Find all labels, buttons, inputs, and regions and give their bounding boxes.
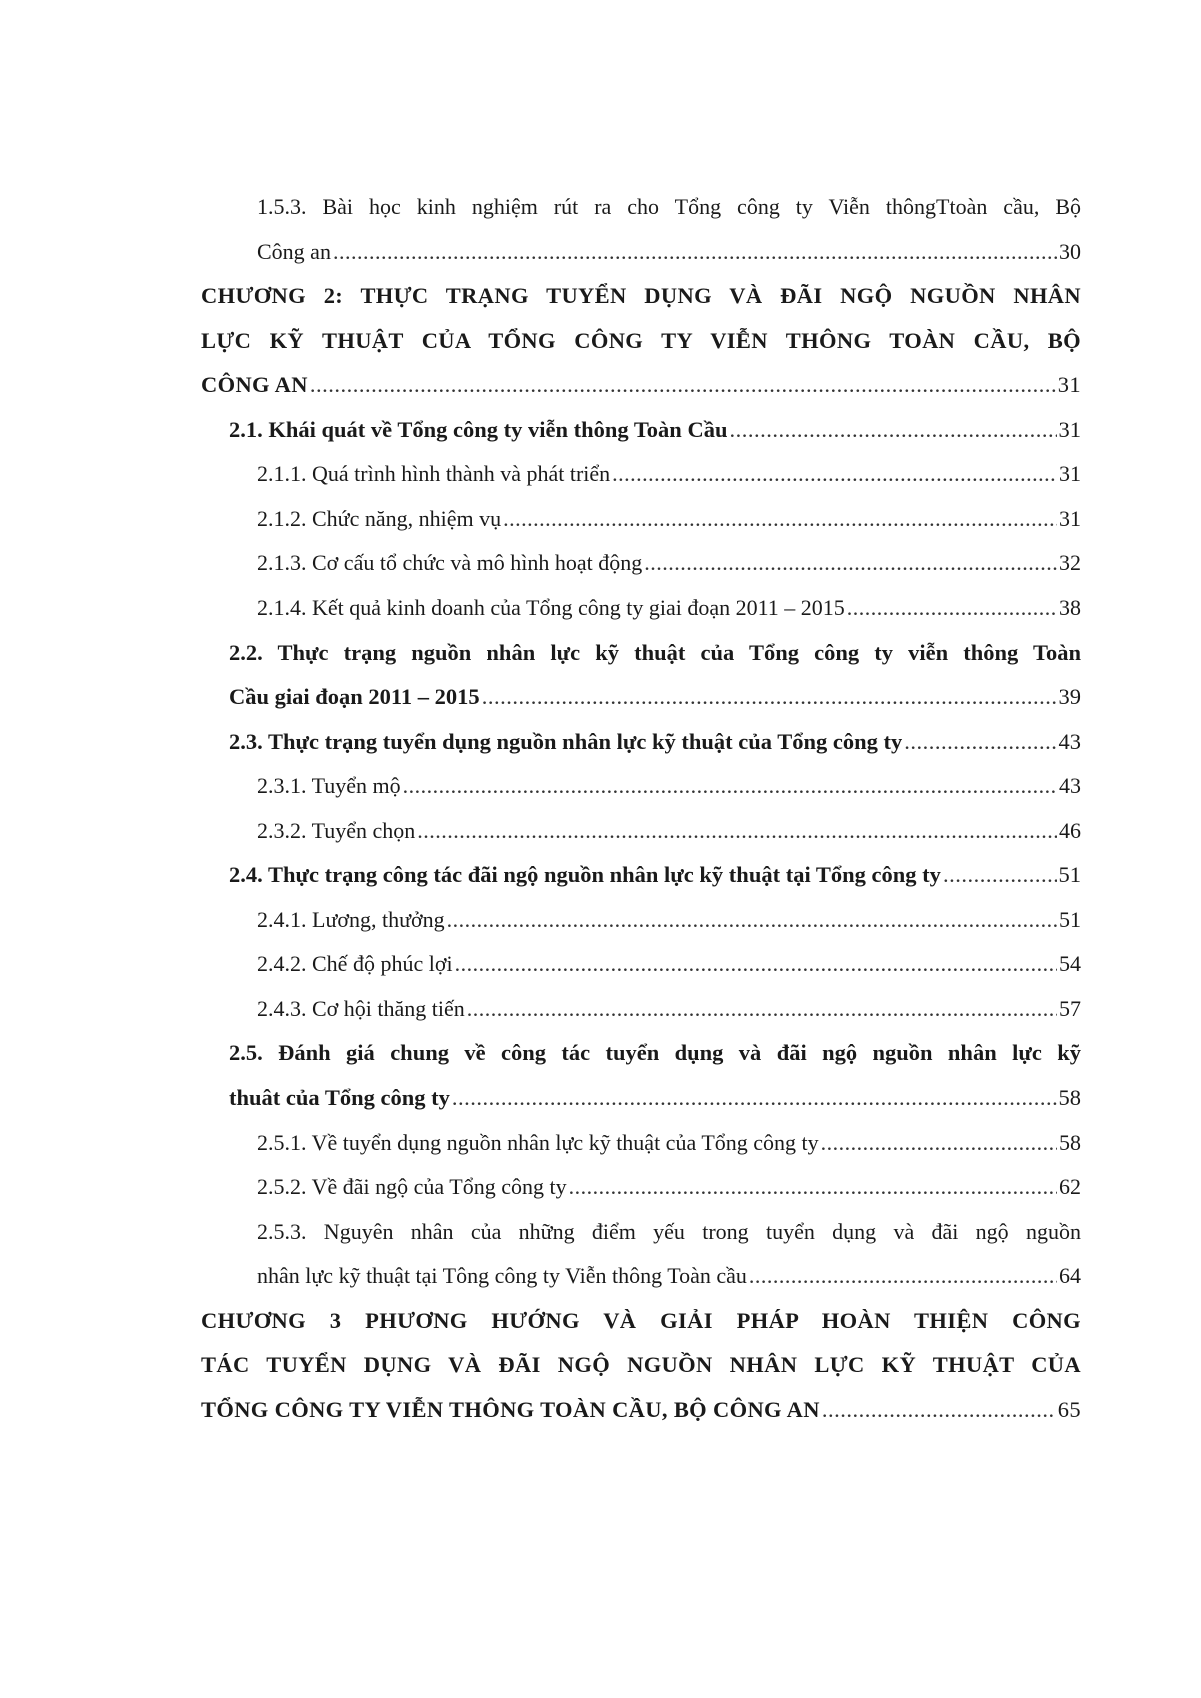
toc-entry-2.3.2[interactable] — [257, 817, 1081, 843]
toc-entry-ch2-line-1: CHƯƠNG 2: THỰC TRẠNG TUYỂN DỤNG VÀ ĐÃI NGỘ NGUỒN NHÂN — [201, 283, 1081, 309]
toc-entry-ch2-line-2: LỰC KỸ THUẬT CỦA TỔNG CÔNG TY VIỄN THÔNG TOÀN CẦU, BỘ — [201, 327, 1081, 353]
dot-leader — [644, 552, 1057, 574]
toc-entry-2.5.1[interactable] — [257, 1129, 1081, 1155]
toc-page-number: 54 — [1059, 951, 1081, 977]
toc-entry-1.5.3-line-1: 1.5.3. Bài học kinh nghiệm rút ra cho Tổng công ty Viễn thôngTtoàn cầu, Bộ — [257, 194, 1081, 219]
toc-page-number: 43 — [1058, 728, 1081, 754]
dot-leader — [455, 953, 1057, 975]
toc-page-number: 65 — [1057, 1396, 1081, 1422]
dot-leader — [403, 775, 1057, 797]
toc-entry-1.5.3[interactable] — [257, 238, 1081, 264]
toc-entry-title: 2.5.1. Về tuyển dụng nguồn nhân lực kỹ thuật của Tổng công ty — [257, 1129, 819, 1155]
toc-entry-title: 2.3.1. Tuyển mộ — [257, 773, 401, 799]
toc-page-number: 58 — [1059, 1129, 1081, 1155]
dot-leader — [452, 1087, 1057, 1110]
toc-entry-2.3[interactable] — [229, 728, 1081, 754]
toc-entry-ch2[interactable] — [201, 374, 1081, 397]
toc-entry-2.5-line-1: 2.5. Đánh giá chung về công tác tuyển dụng và đãi ngộ nguồn nhân lực kỹ — [229, 1040, 1081, 1066]
toc-entry-ch3[interactable] — [201, 1396, 1081, 1422]
toc-entry-title: Công an — [257, 238, 331, 264]
toc-entry-2.2[interactable] — [229, 686, 1081, 709]
toc-page-number: 51 — [1058, 862, 1081, 888]
toc-entry-ch3-line-1: CHƯƠNG 3 PHƯƠNG HƯỚNG VÀ GIẢI PHÁP HOÀN THIỆN CÔNG — [201, 1307, 1081, 1333]
dot-leader — [447, 909, 1057, 931]
toc-entry-2.1.4[interactable] — [257, 594, 1081, 620]
toc-entry-2.1.3[interactable] — [257, 552, 1081, 574]
toc-entry-2.4.3[interactable] — [257, 995, 1081, 1021]
dot-leader — [482, 686, 1057, 709]
toc-page-number: 58 — [1058, 1085, 1081, 1110]
toc-entry-2.3.1[interactable] — [257, 775, 1081, 797]
toc-page-number: 43 — [1059, 773, 1081, 799]
toc-page-number: 57 — [1059, 995, 1081, 1021]
dot-leader — [417, 820, 1057, 842]
dot-leader — [333, 241, 1057, 263]
dot-leader — [822, 1399, 1056, 1422]
toc-page-number: 31 — [1058, 416, 1081, 442]
toc-page-number: 62 — [1059, 1174, 1081, 1200]
toc-entry-title: 2.4.3. Cơ hội thăng tiến — [257, 995, 465, 1021]
toc-page-number: 30 — [1059, 238, 1081, 264]
toc-entry-title: 2.1.3. Cơ cấu tổ chức và mô hình hoạt động — [257, 550, 643, 576]
toc-entry-ch3-line-2: TÁC TUYỂN DỤNG VÀ ĐÃI NGỘ NGUỒN NHÂN LỰC KỸ THUẬT CỦA — [201, 1352, 1081, 1378]
toc-entry-title: nhân lực kỹ thuật tại Tông công ty Viễn thông Toàn cầu — [257, 1263, 747, 1289]
toc-page-number: 31 — [1059, 461, 1081, 487]
toc-entry-title: 2.1. Khái quát về Tổng công ty viễn thông Toàn Cầu — [229, 416, 728, 442]
toc-entry-title: 2.1.4. Kết quả kinh doanh của Tổng công ty giai đoạn 2011 – 2015 — [257, 594, 845, 620]
toc-entry-2.1[interactable] — [229, 416, 1081, 442]
dot-leader — [612, 463, 1057, 485]
toc-entry-2.5.3[interactable] — [257, 1265, 1081, 1287]
toc-page-number: 64 — [1059, 1263, 1081, 1289]
dot-leader — [467, 998, 1057, 1020]
toc-entry-title: 2.3. Thực trạng tuyển dụng nguồn nhân lực kỹ thuật của Tổng công ty — [229, 728, 903, 754]
toc-entry-2.5.2[interactable] — [257, 1176, 1081, 1198]
toc-page-number: 31 — [1059, 505, 1081, 531]
toc-entry-2.4[interactable] — [229, 864, 1081, 887]
toc-page-number: 39 — [1058, 684, 1081, 710]
toc-entry-title: 2.1.1. Quá trình hình thành và phát triển — [257, 461, 611, 487]
dot-leader — [503, 508, 1057, 530]
toc-entry-title: Cầu giai đoạn 2011 – 2015 — [229, 684, 480, 710]
dot-leader — [847, 597, 1057, 619]
toc-page-number: 51 — [1059, 906, 1081, 932]
dot-leader — [943, 864, 1057, 887]
dot-leader — [729, 419, 1056, 442]
dot-leader — [569, 1176, 1057, 1198]
toc-entry-2.2-line-1: 2.2. Thực trạng nguồn nhân lực kỹ thuật của Tổng công ty viễn thông Toàn — [229, 639, 1081, 665]
toc-entry-2.5[interactable] — [229, 1087, 1081, 1110]
dot-leader — [904, 731, 1056, 754]
toc-entry-2.5.3-line-1: 2.5.3. Nguyên nhân của những điểm yếu trong tuyển dụng và đãi ngộ nguồn — [257, 1218, 1081, 1244]
toc-entry-title: 2.5.2. Về đãi ngộ của Tổng công ty — [257, 1174, 567, 1200]
toc-entry-title: 2.1.2. Chức năng, nhiệm vụ — [257, 505, 502, 531]
toc-page-number: 31 — [1057, 372, 1081, 398]
toc-entry-title: 2.4. Thực trạng công tác đãi ngộ nguồn nhân lực kỹ thuật tại Tổng công ty — [229, 862, 941, 888]
toc-entry-2.1.2[interactable] — [257, 505, 1081, 531]
toc-entry-2.1.1[interactable] — [257, 463, 1081, 485]
toc-page-number: 46 — [1059, 817, 1081, 843]
dot-leader — [310, 374, 1056, 397]
toc-entry-title: thuât của Tổng công ty — [229, 1085, 450, 1110]
toc-page-number: 38 — [1059, 594, 1081, 620]
dot-leader — [821, 1132, 1057, 1154]
toc-entry-title: CÔNG AN — [201, 372, 308, 398]
dot-leader — [749, 1265, 1057, 1287]
toc-entry-title: 2.4.2. Chế độ phúc lợi — [257, 951, 453, 977]
toc-entry-2.4.1[interactable] — [257, 906, 1081, 932]
toc-page-number: 32 — [1059, 550, 1081, 576]
toc-entry-title: 2.3.2. Tuyển chọn — [257, 817, 416, 843]
toc-entry-title: 2.4.1. Lương, thưởng — [257, 906, 445, 932]
toc-entry-title: TỔNG CÔNG TY VIỄN THÔNG TOÀN CẦU, BỘ CÔNG AN — [201, 1396, 820, 1422]
toc-entry-2.4.2[interactable] — [257, 953, 1081, 975]
